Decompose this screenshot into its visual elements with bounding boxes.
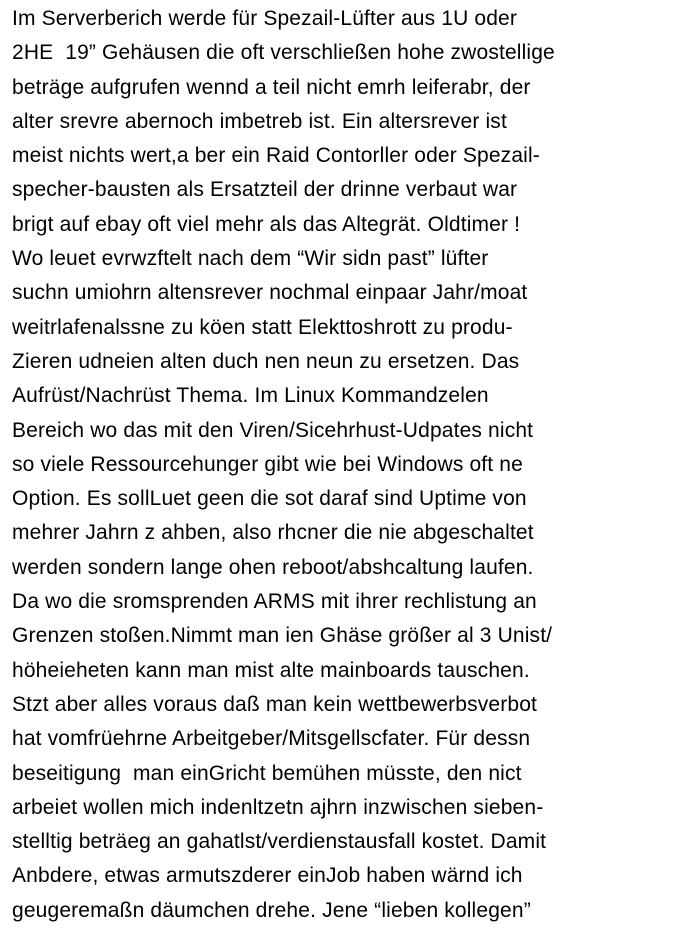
text-line: geugeremaßn däumchen drehe. Jene “lieben kollegen” (12, 898, 531, 922)
text-line: stelltig beträeg an gahatlst/verdienstausfall kostet. Damit (12, 830, 547, 854)
text-line: so viele Ressourcehunger gibt wie bei Windows oft ne (12, 452, 523, 476)
body-text (12, 2, 680, 928)
text-line: specher-bausten als Ersatzteil der drinne verbaut war (12, 178, 518, 202)
text-line: beträge aufgrufen wennd a teil nicht emrh leiferabr, der (12, 75, 531, 99)
text-line: Stzt aber alles voraus daß man kein wettbewerbsverbot (12, 692, 538, 716)
text-line: Option. Es sollLuet geen die sot daraf sind Uptime von (12, 487, 527, 511)
text-line: weitrlafenalssne zu köen statt Elekttoshrott zu produ- (12, 315, 513, 339)
text-line: 2HE 19” Gehäusen die oft verschließen hohe zwostellige (12, 41, 555, 65)
text-line: Zieren udneien alten duch nen neun zu ersetzen. Das (12, 349, 520, 373)
text-line: suchn umiohrn altensrever nochmal einpaar Jahr/moat (12, 281, 528, 305)
text-line: mehrer Jahrn z ahben, also rhcner die nie abgeschaltet (12, 521, 534, 545)
text-line: Im Serverberich werde für Spezail-Lüfter aus 1U oder (12, 7, 518, 30)
text-line: Anbdere, etwas armutszderer einJob haben wärnd ich (12, 864, 523, 888)
text-line: arbeiet wollen mich indenltzetn ajhrn inzwischen sieben- (12, 795, 544, 819)
text-line: Wo leuet evrwzftelt nach dem “Wir sidn past” lüfter (12, 247, 489, 271)
text-line: Da wo die sromsprenden ARMS mit ihrer rechlistung an (12, 590, 537, 614)
text-line: Bereich wo das mit den Viren/Sicehrhust-Udpates nicht (12, 418, 534, 442)
text-line: Grenzen stoßen.Nimmt man ien Ghäse größer al 3 Unist/ (12, 624, 553, 648)
text-line: alter srevre abernoch imbetreb ist. Ein altersrever ist (12, 109, 507, 133)
text-line: werden sondern lange ohen reboot/abshcaltung laufen. (12, 555, 534, 579)
text-line: beseitigung man einGricht bemühen müsste, den nict (12, 761, 522, 785)
text-line: Aufrüst/Nachrüst Thema. Im Linux Kommandzelen (12, 384, 489, 408)
text-line: höheieheten kann man mist alte mainboards tauschen. (12, 658, 530, 682)
text-line: brigt auf ebay oft viel mehr als das Altegrät. Oldtimer ! (12, 212, 521, 236)
text-line: meist nichts wert,a ber ein Raid Contorller oder Spezail- (12, 144, 540, 168)
text-line: hat vomfrüehrne Arbeitgeber/Mitsgellscfater. Für dessn (12, 727, 531, 751)
